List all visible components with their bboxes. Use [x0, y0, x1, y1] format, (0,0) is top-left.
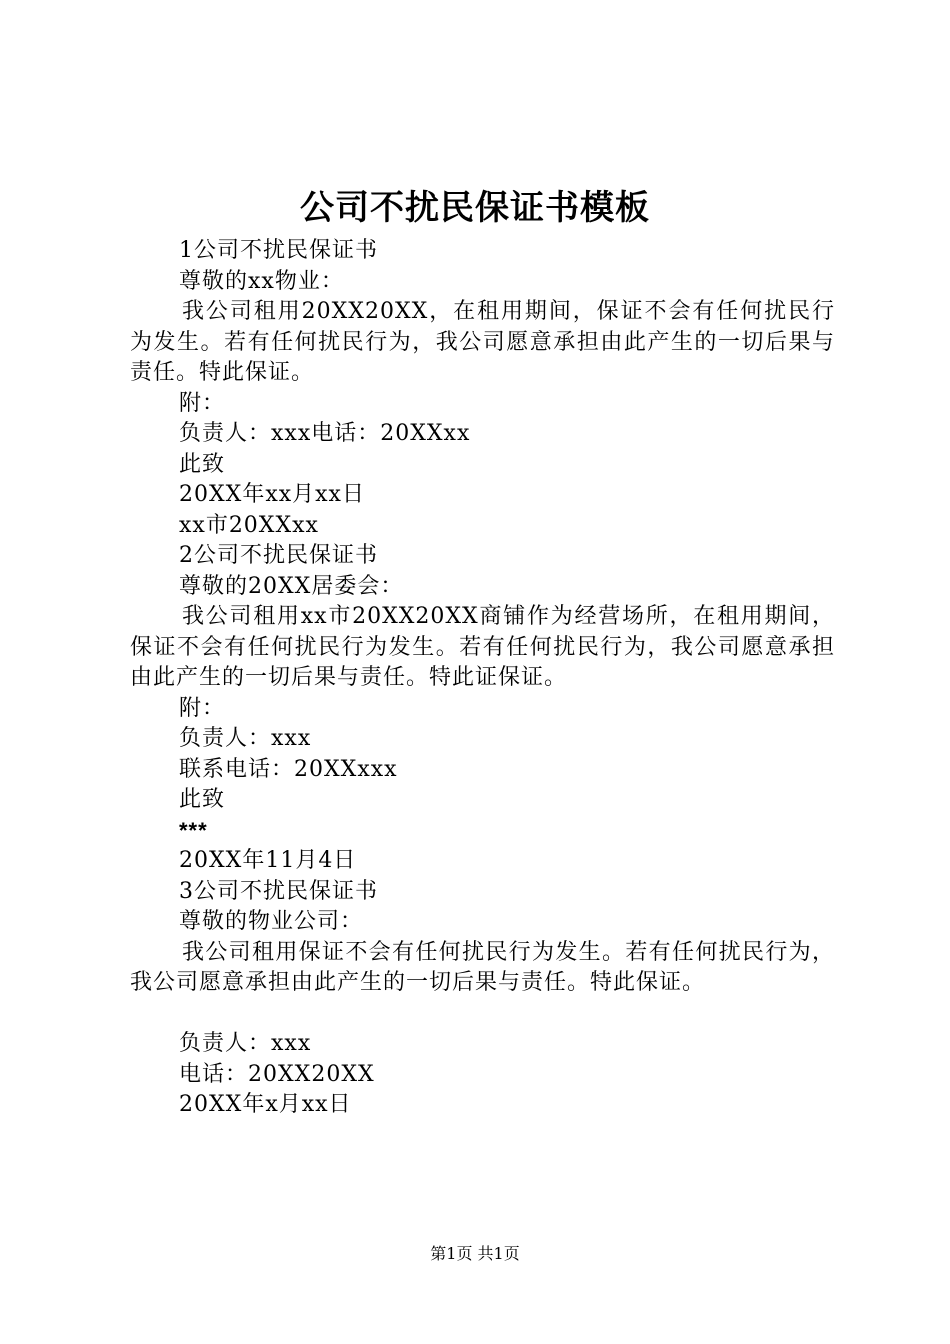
line-15: 此致: [179, 787, 226, 812]
line-12: 附：: [179, 695, 226, 721]
page-footer: 第1页 共1页: [430, 1244, 520, 1263]
line-6: 此致: [179, 451, 226, 477]
line-8: xx市20XXxx: [179, 512, 319, 538]
document-title: 公司不扰民保证书模板: [300, 188, 650, 228]
line-19: 尊敬的物业公司：: [179, 909, 364, 934]
line-18: 3公司不扰民保证书: [179, 878, 378, 904]
line-17: 20XX年11月4日: [179, 848, 357, 873]
line-10: 尊敬的20XX居委会：: [179, 573, 404, 599]
line-13: 负责人：xxx: [179, 726, 312, 751]
line-14: 联系电话：20XXxxx: [179, 756, 398, 782]
line-2: 尊敬的xx物业：: [179, 268, 344, 294]
line-21: [130, 999, 835, 1030]
line-16: ***: [179, 817, 208, 843]
line-4: 附：: [179, 390, 226, 416]
line-3: 我公司租用20XX20XX，在租用期间，保证不会有任何扰民行为发生。若有任何扰民行为，我公司愿意承担由此产生的一切后果与责任。特此保证。: [130, 299, 835, 385]
line-24: 20XX年x月xx日: [179, 1092, 352, 1117]
line-22: 负责人：xxx: [179, 1031, 312, 1056]
line-1: 1公司不扰民保证书: [179, 238, 378, 263]
line-23: 电话：20XX20XX: [179, 1061, 375, 1087]
document-body: [130, 236, 835, 1121]
line-11: 我公司租用xx市20XX20XX商铺作为经营场所，在租用期间，保证不会有任何扰民行为发生。若有任何扰民行为，我公司愿意承担由此产生的一切后果与责任。特此证保证。: [130, 604, 835, 690]
line-9: 2公司不扰民保证书: [179, 543, 378, 568]
line-5: 负责人：xxx电话：20XXxx: [179, 421, 471, 446]
line-7: 20XX年xx月xx日: [179, 482, 365, 507]
line-20: 我公司租用保证不会有任何扰民行为发生。若有任何扰民行为，我公司愿意承担由此产生的一切后果与责任。特此保证。: [130, 939, 835, 995]
